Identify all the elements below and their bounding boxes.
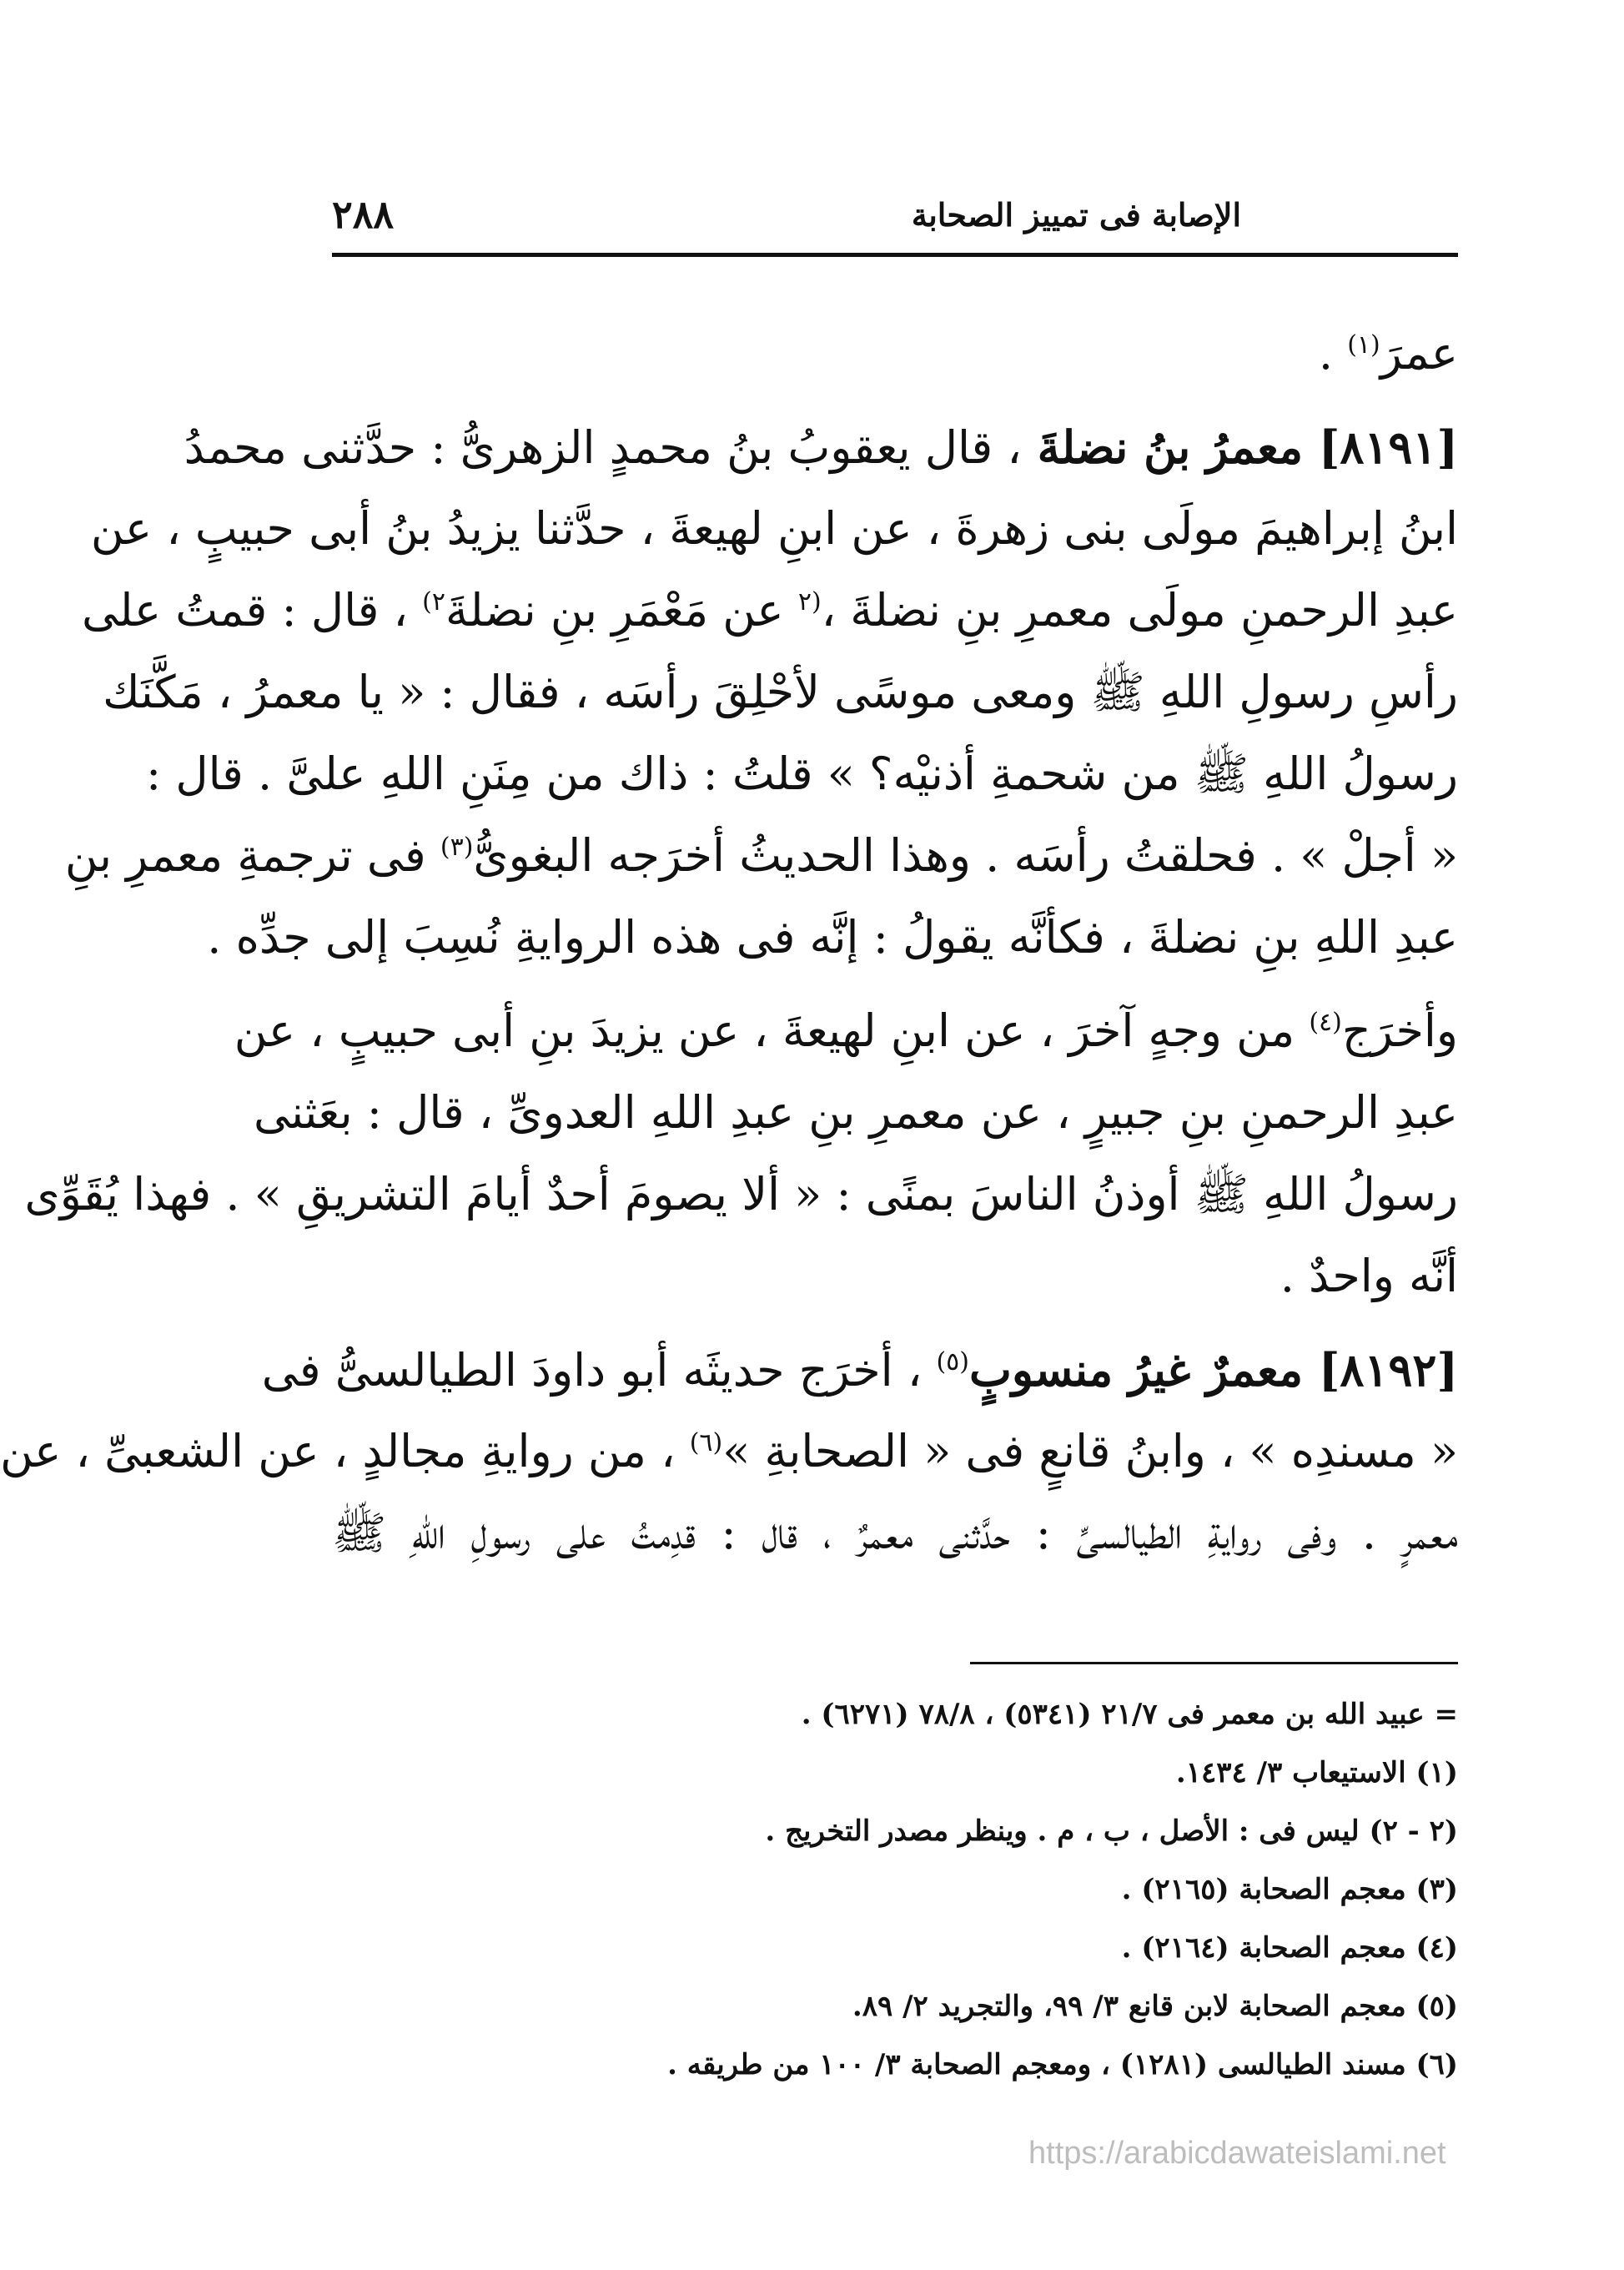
page-number: ٢٨٨ xyxy=(332,192,395,237)
footnote: (٦) مسند الطيالسى (١٢٨١) ، ومعجم الصحابة ٣/ ١٠٠ من طريقه . xyxy=(667,2048,1458,2081)
text-line: « مسندِه » ، وابنُ قانعٍ فى « الصحابةِ »$^{(٦)}$ ، من روايةِ مجالدٍ ، عن الشعبىِّ ، عن xyxy=(0,1425,1458,1477)
entry-name: معمرٌ غيرُ منسوبٍ xyxy=(969,1343,1319,1397)
text-line: رسولُ اللهِ ﷺ من شحمةِ أذنيْه؟ » قلتُ : ذاك من مِنَنِ اللهِ علىَّ . قال : xyxy=(145,747,1458,800)
footnote: (٣) معجم الصحابة (٢١٦٥) . xyxy=(1121,1873,1458,1906)
text-line: عبدِ الرحمنِ بنِ جبيرٍ ، عن معمرِ بنِ عبدِ اللهِ العدوىِّ ، قال : بعَثنى xyxy=(253,1086,1458,1139)
text-line: رسولُ اللهِ ﷺ أوذنُ الناسَ بمنًى : « ألا يصومَ أحدٌ أيامَ التشريقِ » . فهذا يُقَوِّى xyxy=(24,1168,1458,1221)
entry-8191 xyxy=(64,406,1458,979)
footnote-ref[interactable]: (٤) xyxy=(1309,1008,1342,1037)
footnote: (٢ - ٢) ليس فى : الأصل ، ب ، م . وينظر مصدر التخريج . xyxy=(765,1814,1458,1848)
text-line: [٨١٩٢] معمرٌ غيرُ منسوبٍ$^{(٥)}$ ، أخرَج حديثَه أبو داودَ الطيالسىُّ فى xyxy=(261,1343,1458,1397)
text-line: ابنُ إبراهيمَ مولَى بنى زهرةَ ، عن ابنِ لهيعةَ ، حدَّثنا يزيدُ بنُ أبى حبيبٍ ، عن xyxy=(90,502,1458,555)
entry-number: [٨١٩١] xyxy=(1318,420,1458,474)
watermark-url: https://arabicdawateislami.net xyxy=(1028,2136,1446,2171)
footnote-ref[interactable]: (٥) xyxy=(936,1347,970,1377)
text-line: عبدِ الرحمنِ مولَى معمرِ بنِ نضلةَ ،$^{(٢}$ عن مَعْمَرِ بنِ نضلةَ$^{٢)}$ ، قال : قمتُ على xyxy=(82,584,1458,637)
entry-number: [٨١٩٢] xyxy=(1318,1343,1458,1397)
text-line: وأخرَج$^{(٤)}$ من وجهٍ آخرَ ، عن ابنِ لهيعةَ ، عن يزيدَ بنِ أبى حبيبٍ ، عن xyxy=(234,1004,1458,1057)
text-line: عمرَ$^{(١)}$ . xyxy=(1318,327,1458,380)
text-line: « أجلْ » . فحلقتُ رأسَه . وهذا الحديثُ أخرَجه البغوىُّ$^{(٣)}$ فى ترجمةِ معمرِ بنِ xyxy=(64,829,1458,882)
text-line: رأسِ رسولِ اللهِ ﷺ ومعى موسًى لأحْلِقَ رأسَه ، فقال : « يا معمرُ ، مَكَّنَك xyxy=(103,666,1458,718)
text-line: أنَّه واحدٌ . xyxy=(1280,1250,1458,1302)
footnote-separator xyxy=(970,1662,1458,1664)
footnote: (٥) معجم الصحابة لابن قانع ٣/ ٩٩، والتجريد ٢/ ٨٩. xyxy=(852,1990,1458,2023)
text-line: معمرٍ . وفى روايةِ الطيالسىِّ : حدَّثنى معمرٌ ، قال : قدِمتُ على رسولِ اللهِ ﷺ xyxy=(332,1507,1458,1559)
footnote: (١) الاستيعاب ٣/ ١٤٣٤. xyxy=(1175,1756,1458,1789)
footnote-ref[interactable]: (٢ xyxy=(797,587,822,617)
footnote: = عبيد الله بن معمر فى ٢١/٧ (٥٣٤١) ، ٧٨/٨ (٦٢٧١) . xyxy=(801,1698,1458,1731)
text-line: عبدِ اللهِ بنِ نضلةَ ، فكأنَّه يقولُ : إنَّه فى هذه الروايةِ نُسِبَ إلى جدِّه . xyxy=(207,911,1458,964)
footnote-ref[interactable]: (١) xyxy=(1347,330,1380,360)
page-header xyxy=(332,185,1458,244)
footnote: (٤) معجم الصحابة (٢١٦٤) . xyxy=(1121,1931,1458,1965)
text-line: [٨١٩١] معمرُ بنُ نضلةَ ، قال يعقوبُ بنُ محمدٍ الزهرىُّ : حدَّثنى محمدُ xyxy=(184,420,1458,474)
running-title: الإصابة فى تمييز الصحابة xyxy=(911,195,1241,234)
footnote-ref[interactable]: ٢) xyxy=(422,587,445,617)
paragraph xyxy=(24,990,1458,1317)
entry-name: معمرُ بنُ نضلةَ xyxy=(1021,420,1319,474)
main-text xyxy=(0,313,1458,1574)
header-rule xyxy=(332,253,1458,257)
footnote-ref[interactable]: (٣) xyxy=(440,833,474,862)
footnotes xyxy=(332,1685,1458,2094)
footnote-ref[interactable]: (٦) xyxy=(689,1428,723,1457)
entry-8192 xyxy=(0,1329,1458,1574)
